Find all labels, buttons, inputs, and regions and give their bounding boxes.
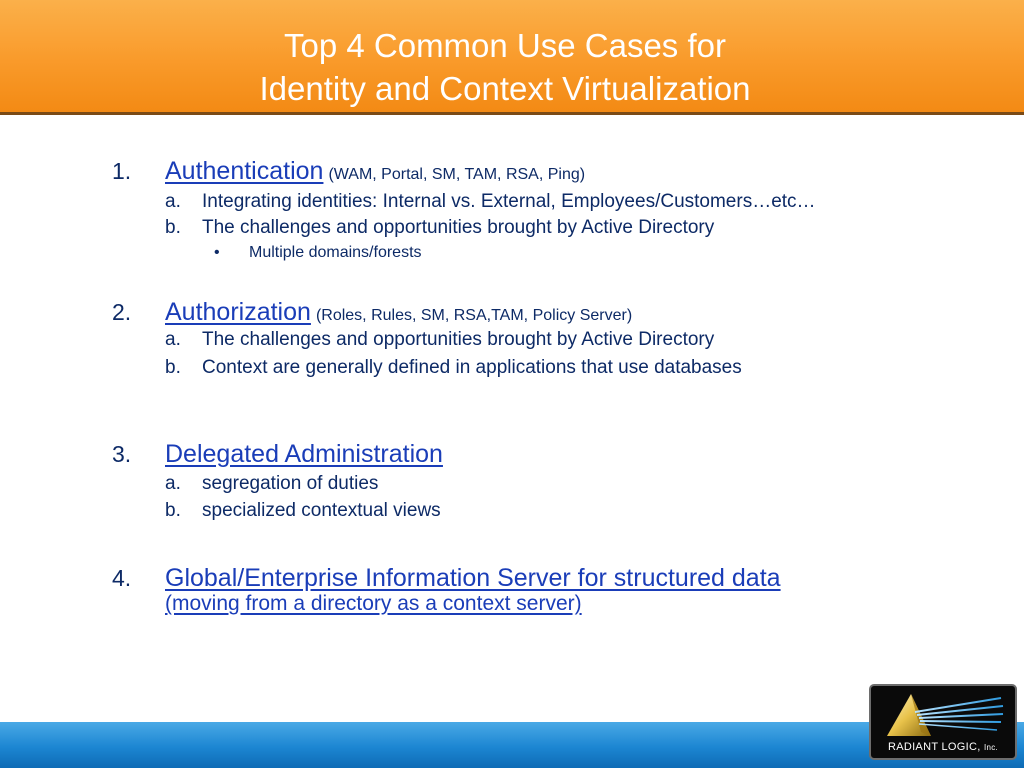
sub-item-letter: a.	[165, 329, 181, 350]
authorization-link[interactable]: Authorization	[165, 298, 311, 326]
heading-note: (Roles, Rules, SM, RSA,TAM, Policy Server)	[315, 307, 633, 324]
radiant-logic-logo	[869, 684, 1017, 760]
list-number: 4.	[112, 565, 132, 591]
list-number: 3.	[112, 441, 132, 467]
list-number: 1.	[112, 158, 132, 184]
heading-note: (WAM, Portal, SM, TAM, RSA, Ping)	[328, 166, 586, 183]
logo-suffix: Inc.	[983, 743, 999, 752]
sub-item-text: Context are generally defined in applications that use databases	[202, 357, 742, 378]
sub-item-text: specialized contextual views	[202, 500, 441, 521]
sub-item-letter: a.	[165, 473, 181, 494]
sub-item-text: The challenges and opportunities brought by Active Directory	[202, 217, 715, 238]
sub-item	[165, 499, 441, 523]
sub-item	[165, 328, 714, 352]
sub-item-letter: b.	[165, 500, 181, 521]
bullet-item	[214, 243, 422, 263]
logo-wordmark	[871, 741, 1015, 753]
global-information-server-link[interactable]: Global/Enterprise Information Server for structured data	[165, 564, 781, 592]
slide-title-line-1: Top 4 Common Use Cases for	[283, 27, 726, 64]
sub-item-letter: b.	[165, 357, 181, 378]
slide-title-line-2: Identity and Context Virtualization	[259, 70, 751, 107]
heading-line	[165, 564, 781, 592]
logo-name: RADIANT LOGIC,	[887, 741, 981, 753]
heading-line	[165, 157, 585, 185]
sub-item-letter: a.	[165, 191, 181, 212]
sub-item-text: The challenges and opportunities brought by Active Directory	[202, 329, 715, 350]
sub-item-text: segregation of duties	[202, 473, 379, 494]
heading-line	[165, 298, 632, 326]
global-information-server-subtitle-link[interactable]: (moving from a directory as a context server)	[165, 592, 582, 615]
sub-item	[165, 216, 714, 240]
bullet-text: Multiple domains/forests	[249, 244, 422, 261]
list-number: 2.	[112, 299, 132, 325]
sub-item-text: Integrating identities: Internal vs. External, Employees/Customers…etc…	[202, 191, 816, 212]
authentication-link[interactable]: Authentication	[165, 157, 324, 185]
bullet-icon: •	[214, 244, 220, 261]
sub-item-letter: b.	[165, 217, 181, 238]
sub-item	[165, 356, 742, 380]
delegated-administration-link[interactable]: Delegated Administration	[165, 440, 443, 468]
sub-item	[165, 472, 378, 496]
sub-item	[165, 190, 816, 214]
heading-line	[165, 440, 443, 468]
